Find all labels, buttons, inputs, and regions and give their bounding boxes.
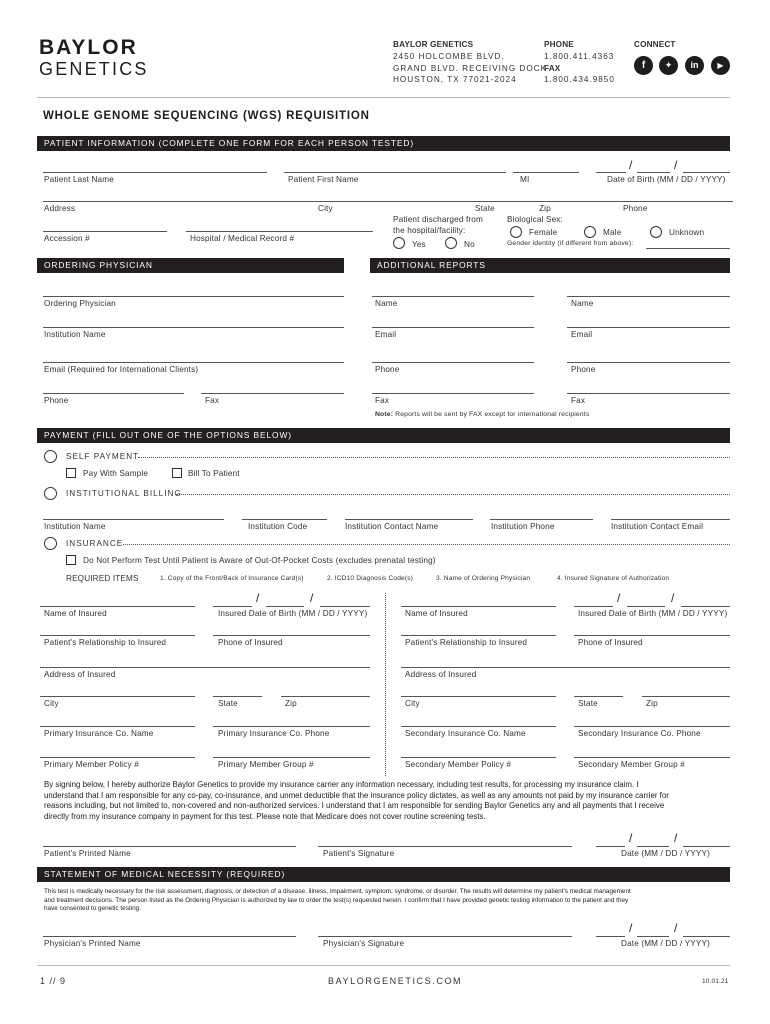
gender-identity-field[interactable]	[646, 248, 730, 249]
date-slash: /	[674, 921, 678, 935]
secondary-insured-dob-label: Insured Date of Birth (MM / DD / YYYY)	[578, 609, 728, 618]
discharged-question-2: the hospital/facility:	[393, 226, 466, 235]
phone-number[interactable]: 1.800.411.4363	[544, 52, 615, 61]
patient-first-name-label: Patient First Name	[288, 175, 359, 184]
secondary-co-phone-label: Secondary Insurance Co. Phone	[578, 729, 701, 738]
primary-phone-of-insured-field[interactable]	[213, 635, 370, 636]
primary-insured-dob-month[interactable]	[213, 606, 252, 607]
secondary-co-phone-field[interactable]	[574, 726, 730, 727]
primary-co-phone-label: Primary Insurance Co. Phone	[218, 729, 330, 738]
ordering-physician-bar: ORDERING PHYSICIAN	[37, 258, 344, 273]
do-not-perform-checkbox[interactable]	[66, 555, 76, 565]
additional-fax-1-field[interactable]	[372, 393, 534, 394]
primary-city-field[interactable]	[40, 696, 195, 697]
city-label: City	[318, 204, 333, 213]
patient-first-name-field[interactable]	[284, 172, 506, 173]
patient-date-day[interactable]	[637, 846, 669, 847]
institution-code-label: Institution Code	[248, 522, 308, 531]
secondary-state-field[interactable]	[574, 696, 623, 697]
institution-email-field[interactable]	[611, 519, 730, 520]
institution-name-field[interactable]	[43, 327, 344, 328]
patient-signature-label: Patient's Signature	[323, 849, 395, 858]
additional-fax-1-label: Fax	[375, 396, 390, 405]
additional-reports-bar: ADDITIONAL REPORTS	[370, 258, 730, 273]
state-label: State	[475, 204, 495, 213]
secondary-city-label: City	[405, 699, 420, 708]
additional-name-2-label: Name	[571, 299, 594, 308]
company-label: BAYLOR GENETICS	[393, 40, 474, 49]
authorization-text	[44, 780, 734, 822]
secondary-zip-label: Zip	[646, 699, 658, 708]
necessity-line-1: This test is medically necessary for the risk assessment, diagnosis, or detection of a disease, illness, impairment, symptom, syndrome, or disorder. The results will determine my patient's medical management	[44, 888, 631, 895]
additional-email-1-field[interactable]	[372, 327, 534, 328]
date-slash: /	[629, 158, 633, 172]
ordering-phone-label: Phone	[44, 396, 69, 405]
institution-email-label: Institution Contact Email	[611, 522, 704, 531]
secondary-co-name-field[interactable]	[401, 726, 556, 727]
facebook-icon[interactable]: f	[634, 56, 653, 75]
additional-phone-1-field[interactable]	[372, 362, 534, 363]
required-item-4: 4. Insured Signature of Authorization	[557, 575, 670, 582]
payment-section-bar: PAYMENT (FILL OUT ONE OF THE OPTIONS BELOW)	[37, 428, 730, 443]
female-label: Female	[529, 228, 558, 237]
additional-fax-2-field[interactable]	[567, 393, 730, 394]
date-slash: /	[310, 591, 314, 605]
primary-insured-dob-year[interactable]	[320, 606, 370, 607]
primary-phone-of-insured-label: Phone of Insured	[218, 638, 283, 647]
physician-date-year[interactable]	[683, 936, 730, 937]
date-slash: /	[256, 591, 260, 605]
ordering-email-field[interactable]	[43, 362, 344, 363]
authorization-line-4: directly from my insurance company in payment for this test. Please note that Medicare does not cover routine screening tests.	[44, 811, 486, 821]
physician-signature-field[interactable]	[318, 936, 572, 937]
additional-name-1-label: Name	[375, 299, 398, 308]
primary-city-label: City	[44, 699, 59, 708]
secondary-relationship-label: Patient's Relationship to Insured	[405, 638, 528, 647]
address-label: Address	[44, 204, 76, 213]
secondary-insured-dob-year[interactable]	[681, 606, 730, 607]
ordering-email-label: Email (Required for International Clients)	[44, 365, 199, 374]
secondary-group-label: Secondary Member Group #	[578, 760, 685, 769]
do-not-perform-label: Do Not Perform Test Until Patient is Aware of Out-Of-Pocket Costs (excludes prenatal testing)	[83, 556, 436, 565]
secondary-insured-dob-month[interactable]	[574, 606, 613, 607]
date-slash: /	[629, 831, 633, 845]
address-field[interactable]	[43, 201, 733, 202]
institutional-billing-divider	[176, 494, 730, 495]
primary-co-phone-field[interactable]	[213, 726, 370, 727]
form-version: 10.01.21	[702, 978, 729, 985]
necessity-line-2: and treatment decisions. The person listed as the Ordering Physician is authorized by law to order the test(s) requested herein. I confirm that I have provided genetic testing information to the patient and they	[44, 896, 629, 904]
ordering-physician-label: Ordering Physician	[44, 299, 116, 308]
secondary-state-label: State	[578, 699, 598, 708]
primary-address-of-insured-label: Address of Insured	[44, 670, 116, 679]
physician-date-month[interactable]	[596, 936, 625, 937]
address-line-2: GRAND BLVD. RECEIVING DOCK	[393, 64, 548, 73]
bill-to-patient-checkbox[interactable]	[172, 468, 182, 478]
primary-group-label: Primary Member Group #	[218, 760, 314, 769]
physician-printed-name-field[interactable]	[43, 936, 296, 937]
primary-insured-dob-label: Insured Date of Birth (MM / DD / YYYY)	[218, 609, 368, 618]
physician-printed-name-label: Physician's Printed Name	[44, 939, 141, 948]
additional-name-2-field[interactable]	[567, 296, 730, 297]
insurance-radio[interactable]	[44, 537, 57, 550]
secondary-address-of-insured-field[interactable]	[401, 667, 730, 668]
primary-co-name-label: Primary Insurance Co. Name	[44, 729, 154, 738]
authorization-line-1: By signing below, I hereby authorize Baylor Genetics to provide my insurance carrier any information necessary, including test results, for processing my insurance claim. I	[44, 780, 639, 789]
medical-necessity-text	[44, 888, 734, 914]
secondary-phone-of-insured-label: Phone of Insured	[578, 638, 643, 647]
institution-name-billing-field[interactable]	[43, 519, 224, 520]
patient-date-label: Date (MM / DD / YYYY)	[621, 849, 710, 858]
ordering-physician-field[interactable]	[43, 296, 344, 297]
hospital-record-field[interactable]	[186, 231, 373, 232]
primary-address-of-insured-field[interactable]	[40, 667, 370, 668]
accession-field[interactable]	[43, 231, 167, 232]
primary-name-of-insured-field[interactable]	[40, 606, 195, 607]
male-radio[interactable]	[584, 226, 596, 238]
additional-name-1-field[interactable]	[372, 296, 534, 297]
institution-phone-field[interactable]	[490, 519, 593, 520]
bill-to-patient-label: Bill To Patient	[188, 469, 240, 478]
institution-contact-field[interactable]	[345, 519, 473, 520]
patient-signature-field[interactable]	[318, 846, 572, 847]
gender-identity-label: Gender identity (if different from above):	[507, 240, 634, 247]
date-slash: /	[629, 921, 633, 935]
connect-label: CONNECT	[634, 40, 676, 49]
institution-name-billing-label: Institution Name	[44, 522, 106, 531]
patient-last-name-label: Patient Last Name	[44, 175, 114, 184]
secondary-name-of-insured-label: Name of Insured	[405, 609, 468, 618]
self-payment-label: SELF PAYMENT	[66, 452, 140, 461]
secondary-city-field[interactable]	[401, 696, 556, 697]
primary-name-of-insured-label: Name of Insured	[44, 609, 107, 618]
twitter-icon[interactable]: ✦	[659, 56, 678, 75]
additional-note	[375, 411, 589, 418]
dob-day-field[interactable]	[637, 172, 670, 173]
authorization-line-3: reasons including, but not limited to, non-covered and non-authorized services. I understand that I am responsible for sending Baylor Genetics any and all payments that I receive	[44, 801, 665, 811]
required-item-2: 2. ICD10 Diagnosis Code(s)	[327, 575, 413, 582]
discharged-question-1: Patient discharged from	[393, 215, 483, 224]
logo	[39, 38, 149, 80]
female-radio[interactable]	[510, 226, 522, 238]
hospital-record-label: Hospital / Medical Record #	[190, 234, 295, 243]
additional-email-1-label: Email	[375, 330, 397, 339]
institution-name-label: Institution Name	[44, 330, 106, 339]
additional-phone-1-label: Phone	[375, 365, 400, 374]
mi-label: MI	[520, 175, 530, 184]
zip-label: Zip	[539, 204, 551, 213]
page-number: 1 // 9	[40, 976, 67, 986]
primary-zip-field[interactable]	[281, 696, 370, 697]
institutional-billing-radio[interactable]	[44, 487, 57, 500]
pay-with-sample-label: Pay With Sample	[83, 469, 149, 478]
additional-email-2-field[interactable]	[567, 327, 730, 328]
discharged-no-radio[interactable]	[445, 237, 457, 249]
secondary-address-of-insured-label: Address of Insured	[405, 670, 477, 679]
youtube-icon[interactable]: ▶	[711, 56, 730, 75]
note-text: Reports will be sent by FAX except for international recipients	[395, 411, 590, 418]
additional-fax-2-label: Fax	[571, 396, 586, 405]
fax-number[interactable]: 1.800.434.9850	[544, 75, 615, 84]
primary-state-label: State	[218, 699, 238, 708]
physician-signature-label: Physician's Signature	[323, 939, 405, 948]
date-slash: /	[674, 831, 678, 845]
footer-divider	[37, 965, 730, 966]
discharged-yes-label: Yes	[412, 240, 426, 249]
self-payment-divider	[138, 457, 730, 458]
secondary-policy-field[interactable]	[401, 757, 556, 758]
discharged-yes-radio[interactable]	[393, 237, 405, 249]
biological-sex-label: Biological Sex:	[507, 215, 563, 224]
medical-necessity-bar: STATEMENT OF MEDICAL NECESSITY (REQUIRED)	[37, 867, 730, 882]
additional-phone-2-field[interactable]	[567, 362, 730, 363]
physician-date-label: Date (MM / DD / YYYY)	[621, 939, 710, 948]
accession-label: Accession #	[44, 234, 90, 243]
ordering-fax-label: Fax	[205, 396, 220, 405]
required-item-3: 3. Name of Ordering Physician	[436, 575, 531, 582]
unknown-label: Unknown	[669, 228, 705, 237]
primary-group-field[interactable]	[213, 757, 370, 758]
primary-policy-label: Primary Member Policy #	[44, 760, 139, 769]
secondary-zip-field[interactable]	[642, 696, 730, 697]
header-divider	[37, 97, 730, 98]
secondary-relationship-field[interactable]	[401, 635, 556, 636]
insured-column-divider	[385, 593, 386, 776]
physician-date-day[interactable]	[637, 936, 669, 937]
note-label: Note:	[375, 411, 394, 418]
phone-label: Phone	[623, 204, 648, 213]
fax-label: FAX	[544, 64, 561, 73]
patient-date-month[interactable]	[596, 846, 625, 847]
dob-year-field[interactable]	[683, 172, 730, 173]
secondary-policy-label: Secondary Member Policy #	[405, 760, 512, 769]
institution-contact-label: Institution Contact Name	[345, 522, 439, 531]
primary-insured-dob-day[interactable]	[266, 606, 304, 607]
website-link[interactable]: BAYLORGENETICS.COM	[328, 976, 463, 986]
secondary-group-field[interactable]	[574, 757, 730, 758]
address-line-3: HOUSTON, TX 77021-2024	[393, 75, 517, 84]
patient-printed-name-field[interactable]	[43, 846, 296, 847]
primary-zip-label: Zip	[285, 699, 297, 708]
patient-section-bar: PATIENT INFORMATION (COMPLETE ONE FORM FOR EACH PERSON TESTED)	[37, 136, 730, 151]
date-slash: /	[671, 591, 675, 605]
address-line-1: 2450 HOLCOMBE BLVD.	[393, 52, 505, 61]
institutional-billing-label: INSTITUTIONAL BILLING	[66, 489, 182, 498]
secondary-insured-dob-day[interactable]	[627, 606, 665, 607]
logo-bottom: GENETICS	[39, 59, 149, 79]
primary-relationship-field[interactable]	[40, 635, 195, 636]
institution-code-field[interactable]	[242, 519, 327, 520]
unknown-radio[interactable]	[650, 226, 662, 238]
linkedin-icon[interactable]: in	[685, 56, 704, 75]
primary-relationship-label: Patient's Relationship to Insured	[44, 638, 167, 647]
dob-month-field[interactable]	[596, 172, 626, 173]
secondary-name-of-insured-field[interactable]	[401, 606, 556, 607]
dob-label: Date of Birth (MM / DD / YYYY)	[607, 175, 726, 184]
ordering-phone-field[interactable]	[43, 393, 184, 394]
insurance-label: INSURANCE	[66, 539, 124, 548]
secondary-co-name-label: Secondary Insurance Co. Name	[405, 729, 526, 738]
ordering-fax-field[interactable]	[201, 393, 344, 394]
necessity-line-3: have consented to genetic testing.	[44, 905, 141, 913]
date-slash: /	[617, 591, 621, 605]
institution-phone-label: Institution Phone	[491, 522, 555, 531]
patient-last-name-field[interactable]	[43, 172, 267, 173]
required-item-1: 1. Copy of the Front/Back of Insurance Card(s)	[160, 575, 304, 582]
form-title: WHOLE GENOME SEQUENCING (WGS) REQUISITION	[43, 110, 370, 122]
additional-phone-2-label: Phone	[571, 365, 596, 374]
self-payment-radio[interactable]	[44, 450, 57, 463]
patient-date-year[interactable]	[683, 846, 730, 847]
mi-field[interactable]	[513, 172, 579, 173]
primary-policy-field[interactable]	[40, 757, 195, 758]
patient-printed-name-label: Patient's Printed Name	[44, 849, 131, 858]
secondary-phone-of-insured-field[interactable]	[574, 635, 730, 636]
required-items-label: REQUIRED ITEMS	[66, 574, 139, 583]
logo-top: BAYLOR	[39, 36, 138, 59]
male-label: Male	[603, 228, 622, 237]
pay-with-sample-checkbox[interactable]	[66, 468, 76, 478]
primary-state-field[interactable]	[213, 696, 262, 697]
additional-email-2-label: Email	[571, 330, 593, 339]
discharged-no-label: No	[464, 240, 475, 249]
primary-co-name-field[interactable]	[40, 726, 195, 727]
insurance-divider	[123, 544, 730, 545]
phone-label: PHONE	[544, 40, 574, 49]
date-slash: /	[674, 158, 678, 172]
authorization-line-2: understand that I am responsible for any co-pay, co-insurance, and unmet deductible that the insurance policy dictates, as well as any amounts not paid by my insurance carrier for	[44, 790, 669, 800]
